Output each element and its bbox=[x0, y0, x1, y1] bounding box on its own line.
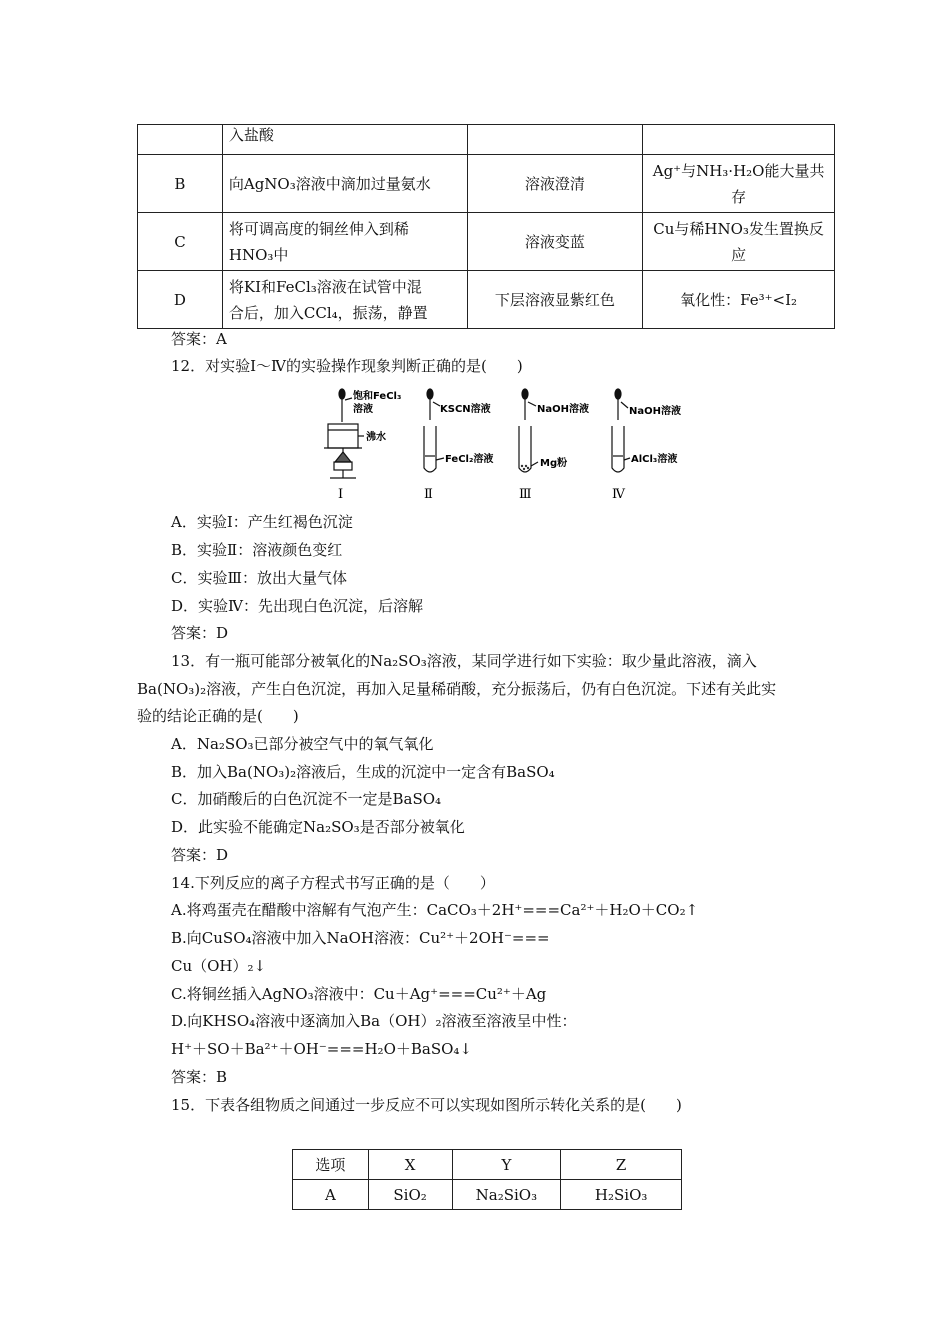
label-alcl3: AlCl₃溶液 bbox=[631, 454, 678, 465]
table-cell: A bbox=[293, 1180, 369, 1210]
question-14-stem: 14.下列反应的离子方程式书写正确的是（ ） bbox=[171, 874, 495, 892]
q13-option-c: C．加硝酸后的白色沉淀不一定是BaSO₄ bbox=[171, 790, 442, 808]
phenomenon-cell: 溶液变蓝 bbox=[467, 213, 643, 271]
question-15-table bbox=[292, 1149, 682, 1210]
label-sat-fecl3: 饱和FeCl₃ bbox=[353, 391, 402, 402]
label-solution: 溶液 bbox=[353, 404, 373, 415]
conclusion-cell bbox=[643, 213, 835, 271]
answer-12: 答案：D bbox=[171, 624, 229, 642]
table-header-row bbox=[293, 1150, 682, 1180]
table-cell: H₂SiO₃ bbox=[561, 1180, 682, 1210]
conclusion-line: 应 bbox=[731, 245, 747, 264]
question-13-line3: 验的结论正确的是( ) bbox=[137, 707, 299, 725]
phenomenon-cell: 溶液澄清 bbox=[467, 155, 643, 213]
header-option: 选项 bbox=[293, 1150, 369, 1180]
question-15-stem: 15．下表各组物质之间通过一步反应不可以实现如图所示转化关系的是( ) bbox=[171, 1096, 682, 1114]
operation-line: 将可调高度的铜丝伸入到稀 bbox=[228, 219, 409, 238]
option-cell: D bbox=[138, 271, 223, 329]
answer-table-top bbox=[137, 124, 835, 329]
table-row bbox=[138, 155, 835, 213]
answer-13: 答案：D bbox=[171, 846, 229, 864]
q12-option-a: A．实验Ⅰ：产生红褐色沉淀 bbox=[171, 513, 353, 531]
conclusion-line: Cu与稀HNO₃发生置换反 bbox=[653, 219, 824, 238]
q14-option-c: C.将铜丝插入AgNO₃溶液中：Cu＋Ag⁺===Cu²⁺＋Ag bbox=[171, 985, 547, 1003]
q13-option-a: A．Na₂SO₃已部分被空气中的氧气氧化 bbox=[171, 735, 434, 753]
label-mg-powder: Mg粉 bbox=[540, 458, 568, 469]
operation-cell bbox=[222, 271, 467, 329]
q14-option-b: B.向CuSO₄溶液中加入NaOH溶液：Cu²⁺＋2OH⁻=== bbox=[171, 929, 550, 947]
answer-11: 答案：A bbox=[171, 330, 227, 348]
table-cell: Na₂SiO₃ bbox=[452, 1180, 561, 1210]
q14-option-b-cont: Cu（OH）₂↓ bbox=[171, 957, 267, 975]
table-cell: SiO₂ bbox=[368, 1180, 452, 1210]
header-y: Y bbox=[452, 1150, 561, 1180]
q14-option-a: A.将鸡蛋壳在醋酸中溶解有气泡产生：CaCO₃＋2H⁺===Ca²⁺＋H₂O＋CO₂↑ bbox=[171, 901, 699, 919]
option-cell: C bbox=[138, 213, 223, 271]
q12-option-d: D．实验Ⅳ：先出现白色沉淀，后溶解 bbox=[171, 597, 424, 615]
operation-line: 将KI和FeCl₃溶液在试管中混 bbox=[228, 277, 422, 296]
conclusion-cell: Ag⁺与NH₃·H₂O能大量共存 bbox=[643, 155, 835, 213]
table-row bbox=[293, 1180, 682, 1210]
numeral-3: Ⅲ bbox=[519, 487, 532, 502]
question-13-line2: Ba(NO₃)₂溶液，产生白色沉淀，再加入足量稀硝酸，充分振荡后，仍有白色沉淀。下述有关此实 bbox=[137, 680, 777, 698]
operation-line: HNO₃中 bbox=[228, 245, 289, 264]
answer-14: 答案：B bbox=[171, 1068, 228, 1086]
table-row bbox=[138, 213, 835, 271]
numeral-4: Ⅳ bbox=[612, 487, 625, 502]
table-row bbox=[138, 271, 835, 329]
question-12-stem: 12．对实验Ⅰ～Ⅳ的实验操作现象判断正确的是( ) bbox=[171, 357, 523, 375]
header-z: Z bbox=[561, 1150, 682, 1180]
label-naoh-4: NaOH溶液 bbox=[629, 406, 681, 417]
table-cell: 入盐酸 bbox=[222, 125, 467, 155]
header-x: X bbox=[368, 1150, 452, 1180]
numeral-2: Ⅱ bbox=[424, 487, 433, 502]
option-cell: B bbox=[138, 155, 223, 213]
numeral-1: Ⅰ bbox=[338, 487, 344, 502]
table-cell bbox=[467, 125, 643, 155]
label-kscn: KSCN溶液 bbox=[440, 404, 491, 415]
q12-option-b: B．实验Ⅱ：溶液颜色变红 bbox=[171, 541, 343, 559]
experiment-figure bbox=[320, 386, 700, 504]
question-13-line1: 13．有一瓶可能部分被氧化的Na₂SO₃溶液，某同学进行如下实验：取少量此溶液，滴入 bbox=[171, 652, 757, 670]
q12-option-c: C．实验Ⅲ：放出大量气体 bbox=[171, 569, 347, 587]
phenomenon-cell: 下层溶液显紫红色 bbox=[467, 271, 643, 329]
label-fecl2: FeCl₂溶液 bbox=[445, 454, 494, 465]
q13-option-d: D．此实验不能确定Na₂SO₃是否部分被氧化 bbox=[171, 818, 465, 836]
label-boiling-water: 沸水 bbox=[366, 432, 386, 443]
q13-option-b: B．加入Ba(NO₃)₂溶液后，生成的沉淀中一定含有BaSO₄ bbox=[171, 763, 555, 781]
operation-cell: 向AgNO₃溶液中滴加过量氨水 bbox=[222, 155, 467, 213]
table-cell bbox=[138, 125, 223, 155]
table-cell bbox=[643, 125, 835, 155]
operation-cell bbox=[222, 213, 467, 271]
q14-option-d-cont: H⁺＋SO＋Ba²⁺＋OH⁻===H₂O＋BaSO₄↓ bbox=[171, 1040, 472, 1058]
conclusion-cell: 氧化性：Fe³⁺<I₂ bbox=[643, 271, 835, 329]
label-naoh-3: NaOH溶液 bbox=[537, 404, 589, 415]
q14-option-d: D.向KHSO₄溶液中逐滴加入Ba（OH）₂溶液至溶液呈中性： bbox=[171, 1012, 577, 1030]
operation-line: 合后，加入CCl₄，振荡，静置 bbox=[228, 303, 428, 322]
